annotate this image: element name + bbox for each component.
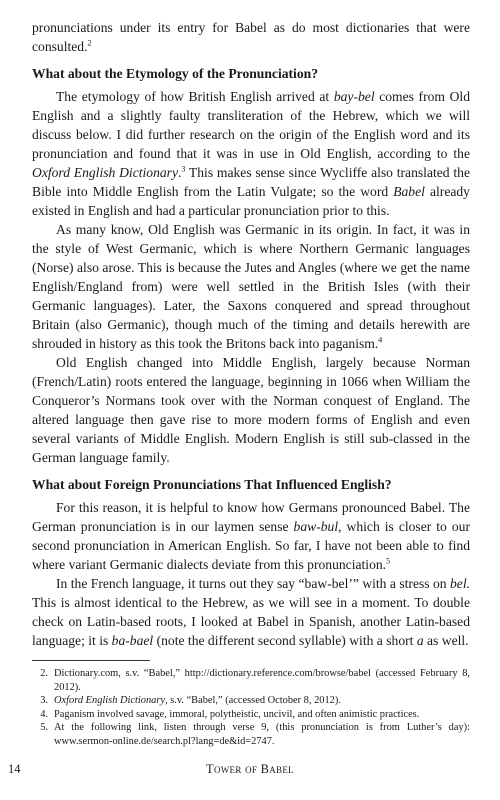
footnote-4: 4. Paganism involved savage, immoral, polytheistic, uncivil, and often animistic practices. (40, 708, 420, 720)
paragraph-old-english: As many know, Old English was Germanic in its origin. In fact, it was in the style of West Germanic, which is where Northern Germanic languages (Norse) also arose. This is because the Jutes and Angles (where we get the name English/England from) were well settled in the British Isles (with their Germanic languages). Later, the Saxons conquered and spread throughout Britain (also Germanic), though much of the timing and details herewith are shrouded in history as this took the Britons back into paganism.$^4$ (32, 222, 470, 351)
footnote-2: 2. Dictionary.com, s.v. “Babel,” http://dictionary.reference.com/browse/babel (accessed February 8, 2012). (40, 668, 470, 693)
running-title: Tower of Babel (206, 762, 294, 776)
section-heading-foreign: What about Foreign Pronunciations That Influenced English? (32, 477, 392, 492)
footnotes (32, 667, 470, 749)
footnote-ref-2[interactable]: 2 (87, 38, 92, 48)
page-number: 14 (8, 762, 21, 776)
footnote-ref-4[interactable]: 4 (378, 335, 383, 345)
paragraph-french: In the French language, it turns out they say “baw-bel’” with a stress on bel. This is almost identical to the Hebrew, as we will see in a moment. To double check on Latin-based roots, I looked at Babel in Spanish, another Latin-based language; it is ba-bael (note the different second syllable) with a short a as well. (32, 576, 470, 648)
section-heading-etymology: What about the Etymology of the Pronunciation? (32, 66, 318, 81)
footnote-divider (32, 660, 150, 661)
paragraph-german: For this reason, it is helpful to know how Germans pronounced Babel. The German pronunciation is in our laymen sense baw-bul, which is closer to our second pronunciation in American English. So far, I have not been able to find where variant Germanic dialects deviate from this pronunciation.$^5$ (32, 500, 470, 572)
footnote-ref-5[interactable]: 5 (386, 556, 391, 566)
footnote-ref-3[interactable]: 3 (181, 164, 186, 174)
paragraph-etymology: The etymology of how British English arrived at bay-bel comes from Old English and a slightly faulty transliteration of the Hebrew, which we will discuss below. I did further research on the origin of the English word and its pronunciation and found that it was in use in Old English, according to the Oxford English Dictionary.$^3$ This makes sense since Wycliffe also translated the Bible into Middle English from the Latin Vulgate; so the word Babel already existed in English and had a particular pronunciation prior to this. (32, 89, 470, 218)
footnote-5: 5. At the following link, listen through verse 9, (this pronunciation is from Luther’s day): www.sermon-online.de/search.pl?lang=de&id=2747. (40, 722, 470, 747)
page-content (32, 18, 470, 749)
paragraph-continued: pronunciations under its entry for Babel as do most dictionaries that were consulted.$^2$ (32, 20, 470, 54)
paragraph-middle-english: Old English changed into Middle English, largely because Norman (French/Latin) roots entered the language, beginning in 1066 when William the Conqueror’s Normans took over with the Norman conquest of England. The altered language then gave rise to more modern forms of English and even several variants of Middle English. Modern English is still sub-classed in the German language family. (32, 355, 470, 465)
footnote-3: 3. Oxford English Dictionary, s.v. “Babel,” (accessed October 8, 2012). (40, 695, 341, 707)
